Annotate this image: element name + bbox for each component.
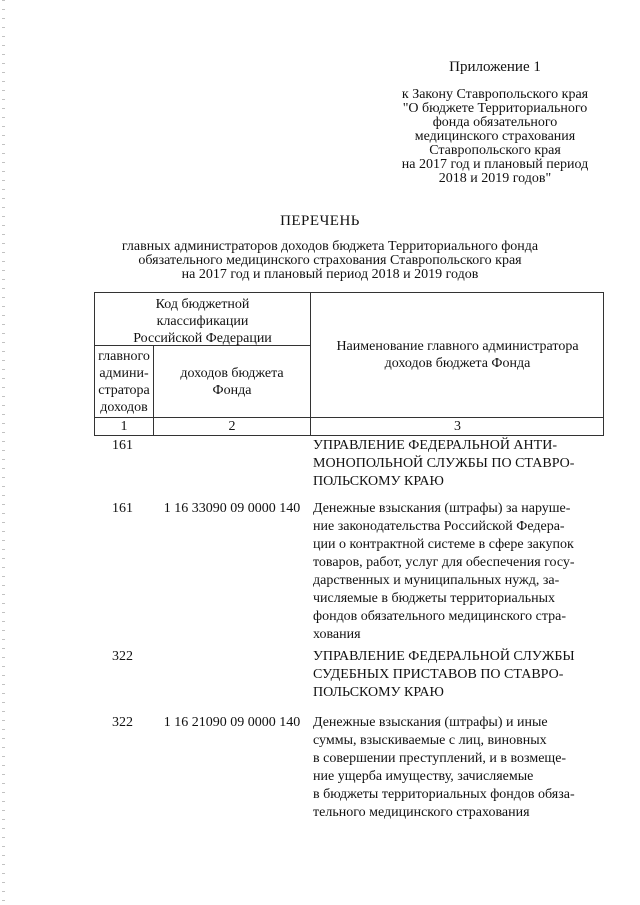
col-number-1: 1 (120, 419, 128, 434)
subtitle-line: главных администраторов доходов бюджета Территориального фонда (121, 239, 539, 254)
page-edge-marks (2, 0, 5, 905)
administrator-name: УПРАВЛЕНИЕ ФЕДЕРАЛЬНОЙ СЛУЖБЫ СУДЕБНЫХ ПРИСТАВОВ ПО СТАВРО- ПОЛЬСКОМУ КРАЮ (313, 649, 575, 700)
col1-header: главного админи- стратора доходов (98, 349, 150, 415)
budget-code: 1 16 33090 09 0000 140 (163, 501, 301, 516)
col-number-2: 2 (228, 419, 236, 434)
administrator-name: УПРАВЛЕНИЕ ФЕДЕРАЛЬНОЙ АНТИ- МОНОПОЛЬНОЙ СЛУЖБЫ ПО СТАВРО- ПОЛЬСКОМУ КРАЮ (313, 438, 575, 489)
budget-code: 1 16 21090 09 0000 140 (163, 715, 301, 730)
subtitle-line: на 2017 год и плановый период 2018 и 2019 годов (181, 267, 479, 282)
col2-header: доходов бюджета Фонда (180, 366, 284, 398)
appendix-line: на 2017 год и плановый период (401, 157, 589, 172)
group-header-code: Код бюджетной классификации Российской Федерации (133, 297, 272, 346)
appendix-line: Ставропольского края (429, 143, 561, 158)
appendix-number: Приложение 1 (449, 59, 541, 75)
revenue-description: Денежные взыскания (штрафы) и иные суммы, взыскиваемые с лиц, виновных в совершении преступлений, и в возмеще- ние ущерба имуществу, зачисляемые в бюджеты территориальных фондов обяза- тельного медицинского страхования (313, 715, 575, 820)
revenue-description: Денежные взыскания (штрафы) за наруше- ние законодательства Российской Федера- ции о контрактной системе в сфере закупок товаров, работ, услуг для обеспечения госу- дарственных и муниципальных нужд, за- числяемые в бюджеты территориальных фондов обязательного медицинского стра- хования (313, 501, 575, 642)
document-subtitle (100, 240, 560, 282)
appendix-line: фонда обязательного (432, 115, 558, 130)
admin-code: 322 (112, 649, 133, 664)
admin-code: 322 (112, 715, 133, 730)
admin-code: 161 (112, 501, 133, 516)
appendix-line: медицинского страхования (414, 129, 576, 144)
admin-code: 161 (112, 438, 133, 453)
document-title: ПЕРЕЧЕНЬ (280, 213, 360, 229)
subtitle-line: обязательного медицинского страхования Ставропольского края (138, 253, 522, 268)
appendix-line: к Закону Ставропольского края (401, 87, 589, 102)
appendix-line: "О бюджете Территориального (402, 101, 588, 116)
col-number-3: 3 (454, 419, 461, 434)
appendix-reference (390, 60, 600, 186)
appendix-line: 2018 и 2019 годов" (438, 171, 552, 186)
col3-header: Наименование главного администратора доходов бюджета Фонда (336, 339, 579, 371)
